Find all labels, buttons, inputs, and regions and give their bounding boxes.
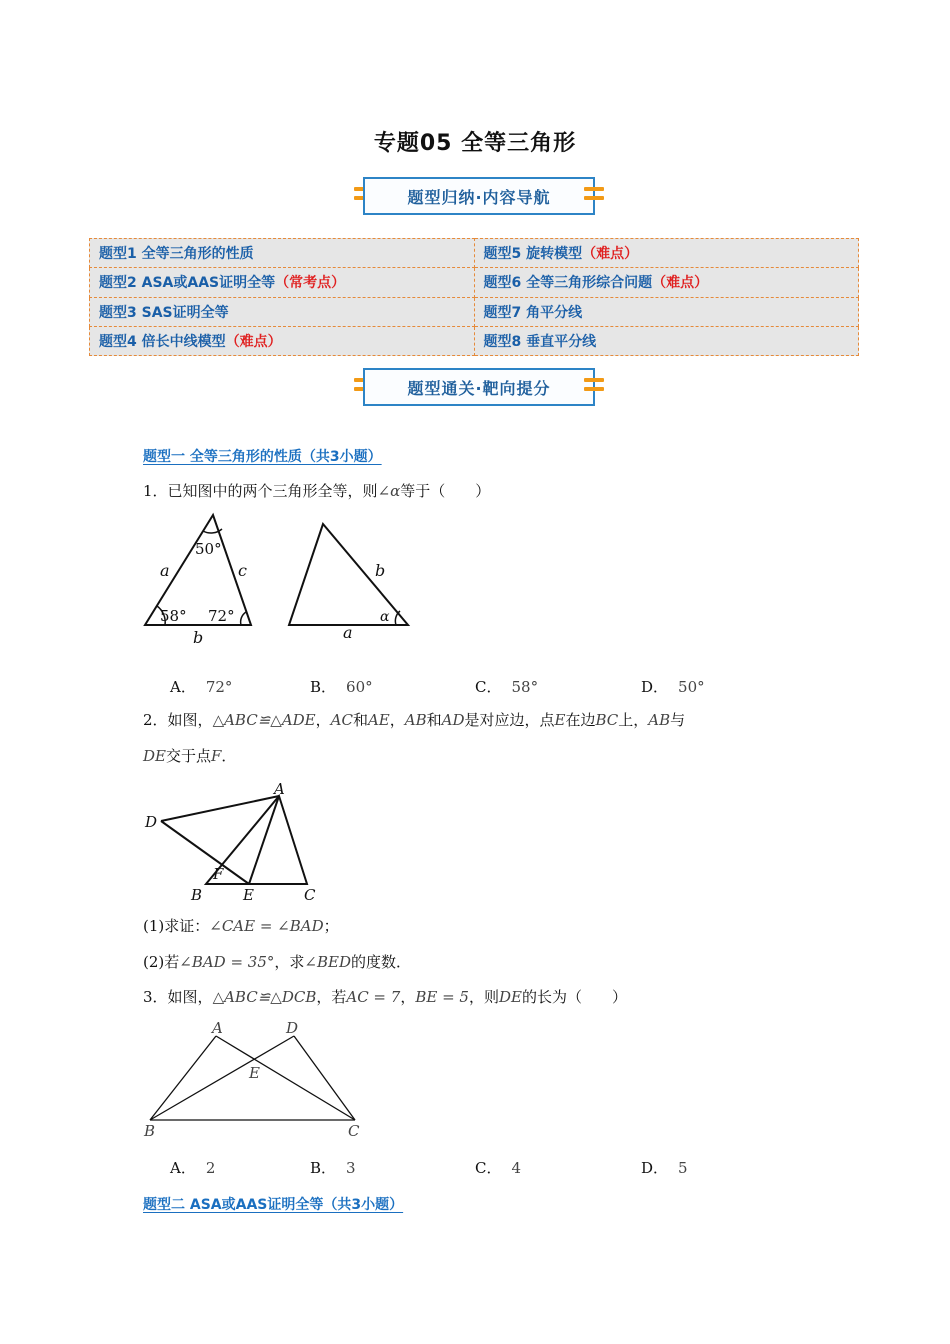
topic-navigation-table xyxy=(89,238,859,356)
label-angle-top: 50° xyxy=(195,540,222,558)
nav-item-1[interactable]: 题型1 全等三角形的性质 xyxy=(90,239,475,268)
question-2-part-1: (1)求证：∠CAE = ∠BAD； xyxy=(143,917,339,935)
label-point-c: C xyxy=(348,1122,360,1140)
banner-navigation-label: 题型归纳·内容导航 xyxy=(363,177,595,215)
page-title: 专题05 全等三角形 xyxy=(373,131,577,156)
q1-option-a[interactable]: A． 72° xyxy=(170,678,233,696)
figure-2-triangles xyxy=(138,776,338,906)
equals-icon xyxy=(584,187,604,205)
question-1: 1．已知图中的两个三角形全等，则∠α等于（ ） xyxy=(143,482,491,500)
label-point-c: C xyxy=(304,886,316,904)
banner-navigation xyxy=(354,175,604,217)
question-2: 2．如图，△ABC≌△ADE，AC和AE，AB和AD是对应边，点E在边BC上，AB与 xyxy=(143,711,686,729)
nav-item-6[interactable]: 题型6 全等三角形综合问题（难点） xyxy=(474,268,859,297)
question-2-part-2: (2)若∠BAD = 35°，求∠BED的度数． xyxy=(143,953,412,971)
q3-option-d[interactable]: D． 5 xyxy=(641,1159,688,1177)
label-side-a-2: a xyxy=(343,623,353,642)
nav-item-8[interactable]: 题型8 垂直平分线 xyxy=(474,326,859,355)
label-side-b: b xyxy=(193,628,204,647)
label-point-e: E xyxy=(243,886,254,904)
nav-item-4[interactable]: 题型4 倍长中线模型（难点） xyxy=(90,326,475,355)
q1-option-c[interactable]: C． 58° xyxy=(475,678,539,696)
figure-3-triangles xyxy=(138,1016,378,1144)
nav-item-2[interactable]: 题型2 ASA或AAS证明全等（常考点） xyxy=(90,268,475,297)
q1-option-d[interactable]: D． 50° xyxy=(641,678,705,696)
figure-1-triangles xyxy=(138,508,418,648)
label-point-f: F xyxy=(213,865,224,883)
label-side-c: c xyxy=(238,561,247,580)
q3-option-c[interactable]: C． 4 xyxy=(475,1159,522,1177)
banner-practice-label: 题型通关·靶向提分 xyxy=(363,368,595,406)
label-point-a: A xyxy=(212,1019,223,1037)
label-point-b: B xyxy=(191,886,203,904)
q1-option-b[interactable]: B． 60° xyxy=(310,678,373,696)
label-point-d: D xyxy=(145,813,158,831)
question-3: 3．如图，△ABC≌△DCB，若AC = 7，BE = 5，则DE的长为（ ） xyxy=(143,988,627,1006)
section-heading-2[interactable]: 题型二 ASA或AAS证明全等（共3小题） xyxy=(143,1197,404,1213)
label-angle-left: 58° xyxy=(160,607,187,625)
nav-item-3[interactable]: 题型3 SAS证明全等 xyxy=(90,297,475,326)
label-alpha: α xyxy=(380,609,390,625)
label-side-a: a xyxy=(160,561,170,580)
label-point-a: A xyxy=(274,780,285,798)
section-heading-1[interactable]: 题型一 全等三角形的性质（共3小题） xyxy=(143,449,382,465)
label-point-d: D xyxy=(286,1019,299,1037)
nav-item-5[interactable]: 题型5 旋转模型（难点） xyxy=(474,239,859,268)
label-side-b-2: b xyxy=(375,561,386,580)
equals-icon xyxy=(584,378,604,396)
q3-option-b[interactable]: B． 3 xyxy=(310,1159,356,1177)
label-point-b: B xyxy=(144,1122,156,1140)
label-angle-right: 72° xyxy=(208,607,235,625)
label-point-e: E xyxy=(249,1064,260,1082)
question-2-line-2: DE交于点F． xyxy=(143,747,237,765)
banner-practice xyxy=(354,366,604,408)
nav-item-7[interactable]: 题型7 角平分线 xyxy=(474,297,859,326)
q3-option-a[interactable]: A． 2 xyxy=(170,1159,216,1177)
